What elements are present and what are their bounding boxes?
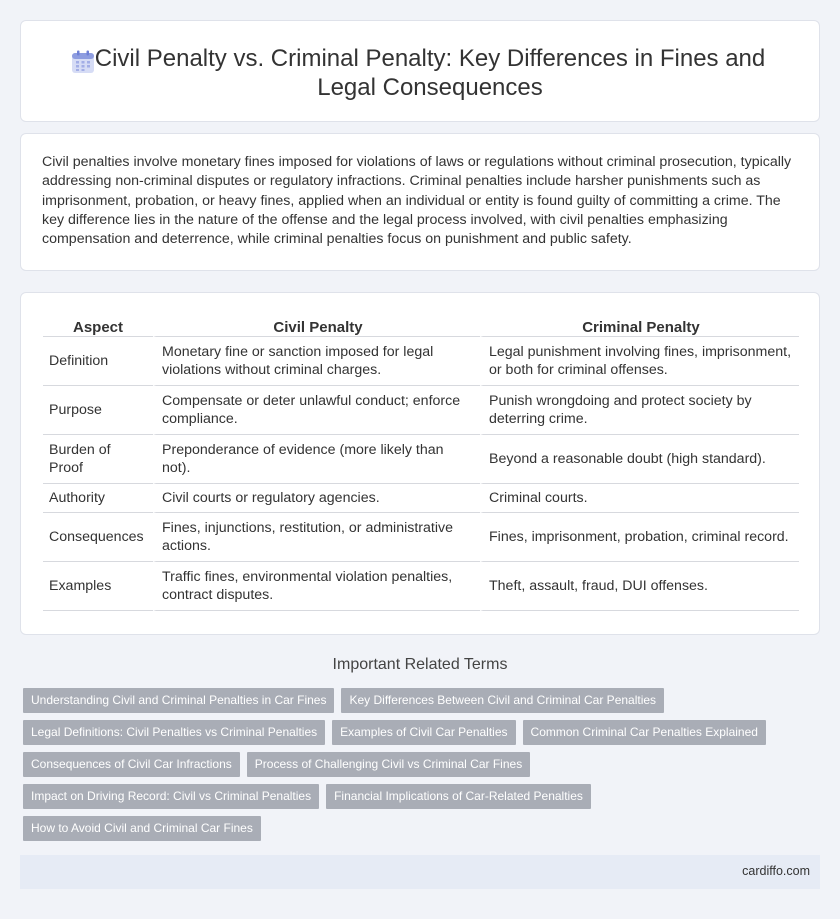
row-aspect: Burden of Proof (43, 435, 153, 484)
calendar-icon (71, 50, 95, 74)
related-term-tag[interactable]: Financial Implications of Car-Related Penalties (326, 784, 591, 809)
related-term-tag[interactable]: Impact on Driving Record: Civil vs Criminal Penalties (23, 784, 319, 809)
intro-paragraph: Civil penalties involve monetary fines imposed for violations of laws or regulations without criminal prosecution, typically addressing non-criminal disputes or regulatory infractions. Criminal penalties include harsher punishments such as imprisonment, probation, or heavy fines, applied when an individual or entity is found guilty of committing a crime. The key difference lies in the nature of the offense and the legal process involved, with civil penalties emphasizing compensation and deterrence, while criminal penalties focus on punishment and public safety. (42, 154, 792, 248)
header-criminal: Criminal Penalty (480, 314, 799, 337)
row-criminal: Punish wrongdoing and protect society by deterring crime. (480, 386, 799, 435)
header-aspect: Aspect (43, 314, 153, 337)
related-term-tag[interactable]: Understanding Civil and Criminal Penalties in Car Fines (23, 688, 334, 713)
related-term-tag[interactable]: How to Avoid Civil and Criminal Car Fines (23, 816, 261, 841)
table-row (43, 484, 799, 513)
row-civil: Compensate or deter unlawful conduct; enforce compliance. (153, 386, 480, 435)
table-row (43, 435, 799, 484)
page-title: Civil Penalty vs. Criminal Penalty: Key Differences in Fines and Legal Consequences (94, 45, 766, 101)
related-terms-title: Important Related Terms (332, 656, 508, 673)
related-term-tag[interactable]: Examples of Civil Car Penalties (332, 720, 515, 745)
row-civil: Preponderance of evidence (more likely than not). (153, 435, 480, 484)
footer-site-link[interactable]: cardiffo.com (742, 864, 810, 878)
related-terms-list (23, 688, 813, 848)
row-criminal: Theft, assault, fraud, DUI offenses. (480, 562, 799, 611)
header-civil: Civil Penalty (153, 314, 480, 337)
table-row (43, 513, 799, 562)
comparison-table-card (20, 292, 820, 635)
row-civil: Monetary fine or sanction imposed for legal violations without criminal charges. (153, 337, 480, 386)
title-card (20, 20, 820, 122)
row-criminal: Fines, imprisonment, probation, criminal record. (480, 513, 799, 562)
row-aspect: Definition (43, 337, 153, 386)
table-row (43, 337, 799, 386)
row-civil: Civil courts or regulatory agencies. (153, 484, 480, 513)
row-aspect: Purpose (43, 386, 153, 435)
row-criminal: Legal punishment involving fines, imprisonment, or both for criminal offenses. (480, 337, 799, 386)
intro-card (20, 133, 820, 271)
table-row (43, 386, 799, 435)
footer (20, 855, 820, 889)
comparison-table (43, 314, 799, 611)
row-aspect: Consequences (43, 513, 153, 562)
row-criminal: Beyond a reasonable doubt (high standard). (480, 435, 799, 484)
related-term-tag[interactable]: Consequences of Civil Car Infractions (23, 752, 240, 777)
related-term-tag[interactable]: Legal Definitions: Civil Penalties vs Criminal Penalties (23, 720, 325, 745)
row-aspect: Authority (43, 484, 153, 513)
row-aspect: Examples (43, 562, 153, 611)
related-term-tag[interactable]: Process of Challenging Civil vs Criminal Car Fines (247, 752, 530, 777)
row-civil: Traffic fines, environmental violation penalties, contract disputes. (153, 562, 480, 611)
related-term-tag[interactable]: Common Criminal Car Penalties Explained (523, 720, 766, 745)
related-term-tag[interactable]: Key Differences Between Civil and Criminal Car Penalties (341, 688, 664, 713)
row-civil: Fines, injunctions, restitution, or administrative actions. (153, 513, 480, 562)
table-row (43, 562, 799, 611)
row-criminal: Criminal courts. (480, 484, 799, 513)
